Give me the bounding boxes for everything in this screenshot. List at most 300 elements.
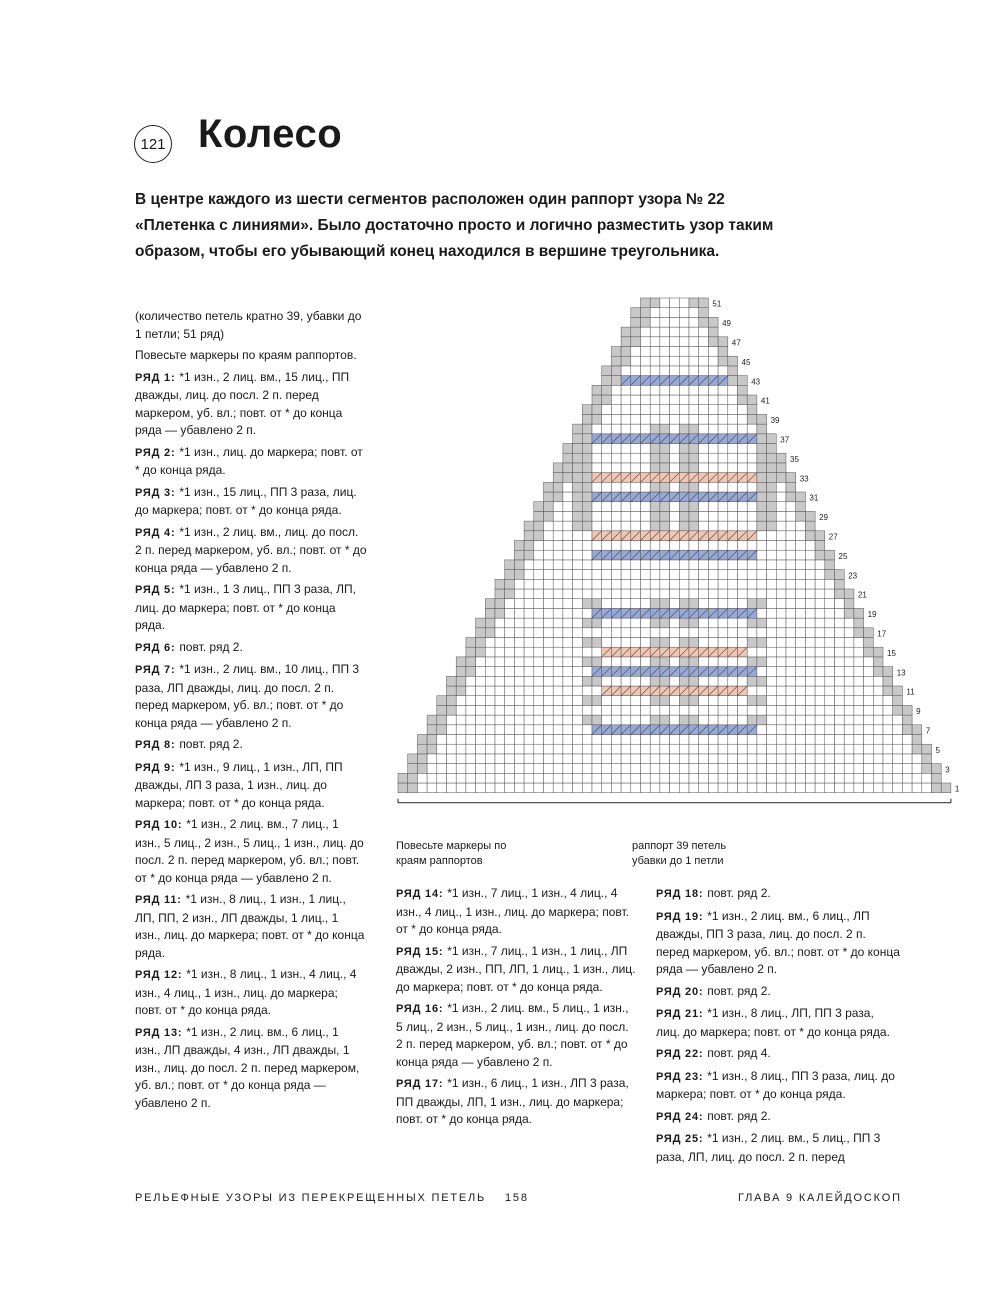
chart-cell	[679, 395, 689, 405]
chart-cell	[825, 570, 835, 580]
chart-cell	[844, 589, 854, 599]
chart-cell	[689, 298, 699, 308]
chart-cell	[854, 657, 864, 667]
chart-cell	[563, 764, 573, 774]
chart-cell	[427, 783, 437, 793]
chart-cell	[447, 764, 457, 774]
chart-cell	[738, 521, 748, 531]
chart-cell	[738, 579, 748, 589]
chart-cell	[708, 628, 718, 638]
chart-cell	[893, 705, 903, 715]
chart-cell	[738, 696, 748, 706]
chart-cell	[718, 638, 728, 648]
chart-cell	[563, 696, 573, 706]
row-text: повт. ряд 2.	[179, 639, 243, 654]
chart-cell	[776, 473, 786, 483]
chart-cell	[563, 492, 573, 502]
chart-cell	[805, 667, 815, 677]
chart-cell	[912, 773, 922, 783]
chart-cell	[563, 628, 573, 638]
chart-cell	[650, 560, 660, 570]
chart-cell	[524, 550, 534, 560]
row-instruction	[135, 736, 367, 755]
chart-cell	[844, 783, 854, 793]
chart-cell	[854, 725, 864, 735]
page-number: 158	[505, 1192, 529, 1204]
chart-cell	[602, 638, 612, 648]
chart-cell	[456, 676, 466, 686]
chart-cell	[893, 715, 903, 725]
chart-cell	[796, 667, 806, 677]
chart-cell	[495, 783, 505, 793]
chart-cell	[495, 696, 505, 706]
chart-cell	[641, 599, 651, 609]
chart-cell	[631, 366, 641, 376]
chart-cell	[912, 783, 922, 793]
chart-cell	[767, 618, 777, 628]
chart-cell	[573, 502, 583, 512]
chart-cell	[679, 298, 689, 308]
instructions-column-3	[656, 885, 901, 1170]
chart-cell	[631, 424, 641, 434]
chart-cell	[718, 579, 728, 589]
chart-cell	[582, 511, 592, 521]
chart-cell	[873, 773, 883, 783]
chart-cell	[757, 511, 767, 521]
chart-cell	[757, 638, 767, 648]
chart-cell	[621, 773, 631, 783]
chart-cell	[650, 463, 660, 473]
chart-cell	[563, 550, 573, 560]
chart-cell	[873, 647, 883, 657]
chart-cell	[495, 667, 505, 677]
chart-cell	[796, 657, 806, 667]
chart-cell	[553, 521, 563, 531]
chart-cell	[631, 773, 641, 783]
row-number-label: 25	[838, 551, 848, 561]
chart-cell	[592, 463, 602, 473]
chart-cell	[495, 647, 505, 657]
chart-cell	[747, 511, 757, 521]
chart-cell	[932, 783, 942, 793]
chart-cell	[718, 618, 728, 628]
chart-cell	[670, 705, 680, 715]
chart-cell	[864, 686, 874, 696]
chart-cell	[776, 676, 786, 686]
chart-cell	[553, 735, 563, 745]
chart-cell	[505, 628, 515, 638]
chart-cell	[699, 783, 709, 793]
chart-cell	[621, 783, 631, 793]
chart-cell	[825, 744, 835, 754]
row-number-label: 37	[780, 435, 790, 445]
chart-cell	[670, 589, 680, 599]
chart-cell	[776, 570, 786, 580]
chart-cell	[582, 463, 592, 473]
chart-cell	[544, 725, 554, 735]
chart-cell	[641, 453, 651, 463]
chart-cell	[893, 754, 903, 764]
chart-cell	[844, 618, 854, 628]
chart-cell	[563, 589, 573, 599]
chart-cell	[602, 676, 612, 686]
chart-cell	[854, 686, 864, 696]
chart-cell	[573, 424, 583, 434]
chart-cell	[660, 589, 670, 599]
chart-cell	[776, 492, 786, 502]
chart-cell	[602, 395, 612, 405]
chart-cell	[505, 667, 515, 677]
chart-cell	[621, 385, 631, 395]
chart-cell	[805, 628, 815, 638]
row-number-label: 47	[731, 338, 741, 348]
chart-cell	[670, 424, 680, 434]
chart-cell	[757, 735, 767, 745]
instructions-column-2	[396, 885, 636, 1133]
chart-cell	[728, 385, 738, 395]
pattern-title: Колесо	[198, 112, 343, 156]
chart-cell	[660, 638, 670, 648]
chart-cell	[485, 638, 495, 648]
chart-cell	[805, 735, 815, 745]
chart-cell	[602, 560, 612, 570]
chart-cell	[689, 579, 699, 589]
chart-cell	[553, 473, 563, 483]
chart-caption-repeat: раппорт 39 петель убавки до 1 петли	[632, 840, 727, 867]
chart-cell	[660, 715, 670, 725]
chart-cell	[563, 521, 573, 531]
chart-cell	[796, 502, 806, 512]
chart-cell	[660, 754, 670, 764]
chart-cell	[641, 560, 651, 570]
chart-cell	[747, 744, 757, 754]
chart-cell	[718, 347, 728, 357]
chart-cell	[641, 463, 651, 473]
chart-cell	[805, 570, 815, 580]
chart-cell	[815, 676, 825, 686]
chart-cell	[786, 599, 796, 609]
chart-cell	[641, 337, 651, 347]
chart-cell	[757, 599, 767, 609]
chart-cell	[864, 783, 874, 793]
chart-cell	[573, 541, 583, 551]
chart-cell	[621, 511, 631, 521]
chart-cell	[844, 647, 854, 657]
chart-cell	[592, 764, 602, 774]
chart-cell	[631, 715, 641, 725]
chart-cell	[670, 444, 680, 454]
chart-cell	[670, 308, 680, 318]
chart-cell	[670, 599, 680, 609]
chart-cell	[776, 608, 786, 618]
chart-cell	[534, 579, 544, 589]
chart-cell	[835, 647, 845, 657]
chart-cell	[611, 715, 621, 725]
chart-cell	[728, 376, 738, 386]
chart-cell	[708, 705, 718, 715]
chart-cell	[582, 550, 592, 560]
chart-cell	[747, 502, 757, 512]
chart-cell	[621, 453, 631, 463]
chart-cell	[447, 686, 457, 696]
chart-cell	[728, 414, 738, 424]
chart-cell	[718, 570, 728, 580]
chart-cell	[786, 579, 796, 589]
chart-cell	[864, 705, 874, 715]
chart-cell	[602, 541, 612, 551]
chart-cell	[544, 705, 554, 715]
chart-cell	[776, 705, 786, 715]
chart-cell	[631, 405, 641, 415]
chart-cell	[456, 696, 466, 706]
chart-cell	[776, 686, 786, 696]
chart-cell	[514, 735, 524, 745]
chart-cell	[679, 773, 689, 783]
chart-cell	[815, 589, 825, 599]
chart-cell	[466, 773, 476, 783]
chart-cell	[485, 744, 495, 754]
row-instruction	[396, 943, 636, 997]
chart-cell	[524, 764, 534, 774]
chart-cell	[728, 579, 738, 589]
chart-cell	[573, 705, 583, 715]
chart-cell	[815, 638, 825, 648]
chart-cell	[573, 676, 583, 686]
chart-cell	[728, 356, 738, 366]
chart-cell	[476, 773, 486, 783]
chart-cell	[728, 395, 738, 405]
chart-cell	[825, 579, 835, 589]
chart-cell	[786, 618, 796, 628]
chart-cell	[815, 783, 825, 793]
chart-cell	[679, 783, 689, 793]
chart-cell	[660, 783, 670, 793]
chart-cell	[514, 638, 524, 648]
chart-cell	[524, 579, 534, 589]
chart-cell	[767, 463, 777, 473]
chart-cell	[641, 405, 651, 415]
chart-cell	[505, 773, 515, 783]
chart-cell	[728, 463, 738, 473]
chart-cell	[514, 589, 524, 599]
chart-cell	[718, 356, 728, 366]
chart-cell	[796, 764, 806, 774]
chart-cell	[728, 444, 738, 454]
chart-cell	[699, 337, 709, 347]
chart-cell	[582, 473, 592, 483]
chart-cell	[738, 541, 748, 551]
chart-cell	[893, 764, 903, 774]
chart-cell	[786, 696, 796, 706]
chart-cell	[650, 337, 660, 347]
chart-cell	[553, 492, 563, 502]
chart-cell	[505, 638, 515, 648]
chart-cell	[505, 579, 515, 589]
chart-cell	[592, 676, 602, 686]
chart-cell	[776, 589, 786, 599]
chart-cell	[611, 754, 621, 764]
chart-cell	[932, 764, 942, 774]
chart-cell	[621, 560, 631, 570]
chart-cell	[805, 783, 815, 793]
chart-cell	[573, 744, 583, 754]
chart-cell	[466, 715, 476, 725]
chart-cell	[621, 638, 631, 648]
chart-cell	[796, 599, 806, 609]
chart-cell	[844, 725, 854, 735]
chart-cell	[825, 696, 835, 706]
chart-cell	[660, 317, 670, 327]
chart-cell	[844, 608, 854, 618]
chart-cell	[631, 463, 641, 473]
chart-cell	[534, 618, 544, 628]
chart-cell	[592, 696, 602, 706]
chart-cell	[544, 618, 554, 628]
chart-cell	[670, 395, 680, 405]
chart-cell	[699, 308, 709, 318]
chart-cell	[689, 444, 699, 454]
chart-cell	[495, 735, 505, 745]
chart-cell	[825, 667, 835, 677]
chart-cell	[815, 705, 825, 715]
chart-cell	[534, 667, 544, 677]
chart-cell	[835, 608, 845, 618]
chart-cell	[563, 657, 573, 667]
chart-cell	[776, 725, 786, 735]
chart-cell	[864, 764, 874, 774]
chart-cell	[689, 385, 699, 395]
chart-cell	[592, 570, 602, 580]
chart-cell	[631, 502, 641, 512]
chart-cell	[883, 783, 893, 793]
chart-cell	[582, 453, 592, 463]
chart-cell	[708, 414, 718, 424]
chart-cell	[747, 696, 757, 706]
chart-cell	[757, 531, 767, 541]
chart-cell	[757, 686, 767, 696]
chart-cell	[660, 395, 670, 405]
chart-cell	[573, 686, 583, 696]
chart-cell	[825, 773, 835, 783]
chart-cell	[747, 657, 757, 667]
chart-cell	[728, 628, 738, 638]
row-instruction	[656, 885, 901, 904]
chart-cell	[757, 541, 767, 551]
chart-cell	[873, 705, 883, 715]
chart-cell	[573, 434, 583, 444]
chart-cell	[505, 754, 515, 764]
chart-cell	[902, 715, 912, 725]
chart-cell	[796, 560, 806, 570]
chart-cell	[641, 589, 651, 599]
row-number-label: 21	[857, 590, 867, 600]
row-number-label: 49	[722, 319, 732, 329]
chart-cell	[650, 405, 660, 415]
chart-cell	[495, 715, 505, 725]
chart-cell	[699, 414, 709, 424]
chart-cell	[844, 735, 854, 745]
chart-cell	[466, 696, 476, 706]
chart-cell	[747, 764, 757, 774]
chart-cell	[592, 657, 602, 667]
chart-cell	[708, 482, 718, 492]
chart-cell	[776, 647, 786, 657]
chart-cell	[738, 405, 748, 415]
chart-cell	[602, 773, 612, 783]
chart-cell	[582, 444, 592, 454]
chart-cell	[708, 347, 718, 357]
chart-cell	[796, 647, 806, 657]
chart-cell	[524, 696, 534, 706]
chart-cell	[514, 754, 524, 764]
chart-cell	[679, 560, 689, 570]
chart-cell	[864, 647, 874, 657]
chart-cell	[514, 579, 524, 589]
chart-cell	[670, 405, 680, 415]
chart-cell	[815, 599, 825, 609]
chart-cell	[476, 744, 486, 754]
chart-cell	[815, 550, 825, 560]
chart-cell	[689, 735, 699, 745]
chart-cell	[796, 618, 806, 628]
chart-cell	[650, 773, 660, 783]
chart-cell	[495, 638, 505, 648]
chart-cell	[670, 754, 680, 764]
chart-cell	[689, 589, 699, 599]
chart-cell	[699, 560, 709, 570]
chart-cell	[592, 453, 602, 463]
chart-cell	[689, 773, 699, 783]
chart-cell	[611, 628, 621, 638]
chart-cell	[427, 764, 437, 774]
chart-cell	[631, 705, 641, 715]
row-text: *1 изн., 8 лиц., 1 изн., 4 лиц., 4 изн., 4 лиц., 1 изн., лиц. до маркера; повт. от * до конца ряда.	[135, 967, 357, 1017]
chart-cell	[514, 541, 524, 551]
chart-cell	[466, 657, 476, 667]
row-label: РЯД 19:	[656, 910, 708, 923]
chart-cell	[631, 628, 641, 638]
chart-cell	[485, 715, 495, 725]
chart-cell	[592, 715, 602, 725]
chart-cell	[641, 347, 651, 357]
chart-cell	[524, 531, 534, 541]
chart-cell	[631, 638, 641, 648]
chart-cell	[592, 599, 602, 609]
chart-cell	[485, 647, 495, 657]
chart-cell	[476, 696, 486, 706]
chart-cell	[621, 735, 631, 745]
chart-cell	[466, 735, 476, 745]
chart-cell	[699, 541, 709, 551]
chart-cell	[854, 744, 864, 754]
chart-cell	[902, 754, 912, 764]
chart-cell	[641, 705, 651, 715]
chart-cell	[650, 444, 660, 454]
chart-cell	[592, 773, 602, 783]
chart-cell	[544, 783, 554, 793]
chart-cell	[747, 579, 757, 589]
chart-cell	[708, 366, 718, 376]
chart-cell	[437, 744, 447, 754]
chart-cell	[805, 560, 815, 570]
chart-cell	[544, 589, 554, 599]
chart-cell	[805, 676, 815, 686]
chart-cell	[602, 424, 612, 434]
chart-cell	[786, 589, 796, 599]
chart-cell	[728, 764, 738, 774]
chart-cell	[805, 657, 815, 667]
row-label: РЯД 17:	[396, 1078, 448, 1090]
